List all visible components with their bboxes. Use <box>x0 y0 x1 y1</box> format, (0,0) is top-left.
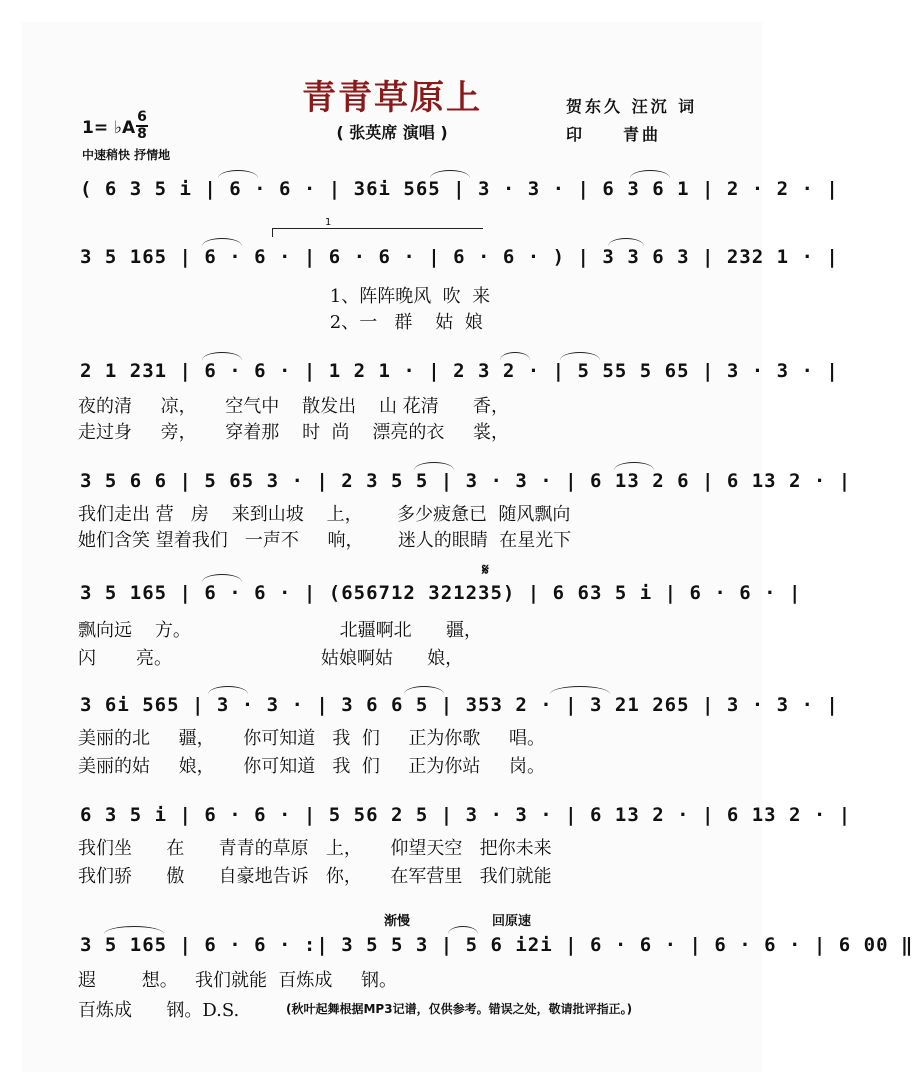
lyric-line-3-verse-1: 夜的清 凉， 空气中 散发出 山 花清 香， <box>78 396 510 417</box>
music-line-6: 3 6i 565 | 3 · 3 · | 3 6 6 5 | 353 2 · | 3 21 265 | 3 · 3 · | <box>80 694 839 716</box>
lyric-line-6-verse-2: 美丽的姑 娘， 你可知道 我 们 正为你站 岗。 <box>78 756 546 777</box>
music-line-8: 3 5 165 | 6 · 6 · :| 3 5 5 3 | 5 6 i2i | 6 · 6 · | 6 · 6 · | 6 00 ‖ <box>80 934 913 956</box>
music-line-7: 6 3 5 i | 6 · 6 · | 5 56 2 5 | 3 · 3 · | 6 13 2 · | 6 13 2 · | <box>80 804 852 826</box>
lyric-line-4-verse-1: 我们走出 营 房 来到山坡 上， 多少疲惫已 随风飘向 <box>78 504 571 525</box>
meter-top: 6 <box>137 109 147 125</box>
music-line-5: 3 5 165 | 6 · 6 · | (656712 321235) | 6 63 5 i | 6 · 6 · | <box>80 582 802 604</box>
song-title: 青青草原上 <box>302 78 482 118</box>
transcription-footnote: (秋叶起舞根据MP3记谱，仅供参考。错误之处，敬请批评指正。) <box>286 1002 633 1016</box>
lyric-line-5-verse-1: 飘向远 方。 北疆啊北 疆， <box>78 620 482 641</box>
music-line-2: 3 5 165 | 6 · 6 · | 6 · 6 · | 6 · 6 · ) | 3 3 6 3 | 232 1 · | <box>80 246 839 268</box>
lyric-line-8-verse-2: 百炼成 钢。D.S. <box>78 1000 240 1021</box>
time-signature <box>136 110 148 142</box>
lyric-line-5-verse-2: 闪 亮。 姑娘啊姑 娘， <box>78 648 464 669</box>
lyricist-credit: 贺东久 汪沉 词 <box>566 97 698 116</box>
volta-number: 1 <box>325 217 332 228</box>
lyric-line-3-verse-2: 走过身 旁， 穿着那 时 尚 漂亮的衣 裳， <box>78 422 510 443</box>
music-line-3: 2 1 231 | 6 · 6 · | 1 2 1 · | 2 3 2 · | 5 55 5 65 | 3 · 3 · | <box>80 360 839 382</box>
lyric-line-7-verse-2: 我们骄 傲 自豪地告诉 你， 在军营里 我们就能 <box>78 866 552 887</box>
composer-credit: 印 青曲 <box>566 125 662 144</box>
lyric-line-7-verse-1: 我们坐 在 青青的草原 上， 仰望天空 把你未来 <box>78 838 552 859</box>
key-signature: 1= ♭A <box>82 118 136 138</box>
lyric-line-6-verse-1: 美丽的北 疆， 你可知道 我 们 正为你歌 唱。 <box>78 728 546 749</box>
lyric-line-4-verse-2: 她们含笑 望着我们 一声不 响， 迷人的眼睛 在星光下 <box>78 530 572 551</box>
segno-sign: 𝄋 <box>482 560 489 579</box>
meter-bottom: 8 <box>137 126 147 142</box>
performer-subtitle: ( 张英席 演唱 ) <box>336 123 448 142</box>
lyric-line-8-verse-1: 遐 想。 我们就能 百炼成 钢。 <box>78 970 397 991</box>
lyric-line-2-verse-1: 1、阵阵晚风 吹 来 <box>78 286 491 307</box>
ritardando-mark: 渐慢 <box>384 914 411 929</box>
music-line-1: ( 6 3 5 i | 6 · 6 · | 36i 565 | 3 · 3 · | 6 3 6 1 | 2 · 2 · | <box>80 178 839 200</box>
a-tempo-mark: 回原速 <box>492 914 532 929</box>
first-ending-bracket <box>272 217 483 237</box>
lyric-line-2-verse-2: 2、一 群 姑 娘 <box>78 312 483 333</box>
tempo-marking: 中速稍快 抒情地 <box>82 148 171 162</box>
music-line-4: 3 5 6 6 | 5 65 3 · | 2 3 5 5 | 3 · 3 · | 6 13 2 6 | 6 13 2 · | <box>80 470 852 492</box>
